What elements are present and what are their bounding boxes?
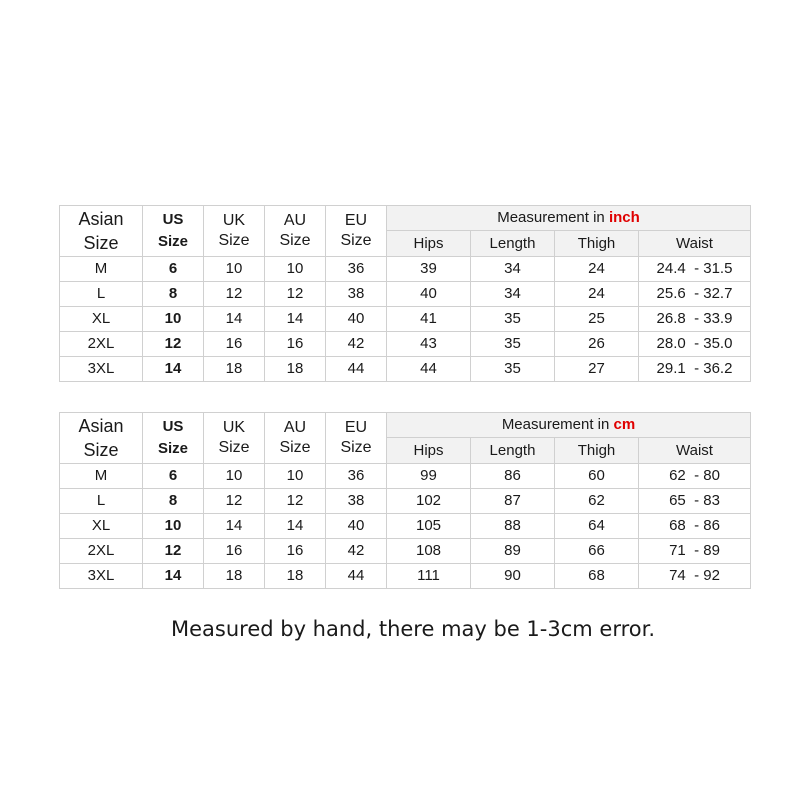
cell-hips: 40: [387, 282, 471, 307]
cell-uk-size: 18: [204, 357, 265, 382]
cell-uk-size: 10: [204, 464, 265, 489]
table-row: [60, 489, 751, 514]
cell-waist: 71 - 89: [639, 539, 751, 564]
cell-asian-size: 3XL: [60, 357, 143, 382]
cell-eu-size: 44: [326, 357, 387, 382]
cell-asian-size: XL: [60, 514, 143, 539]
unit-label: cm: [613, 416, 636, 433]
cell-thigh: 25: [555, 307, 639, 332]
cell-asian-size: L: [60, 489, 143, 514]
cell-eu-size: 40: [326, 514, 387, 539]
cell-eu-size: 44: [326, 564, 387, 589]
cell-us-size: 12: [143, 332, 204, 357]
cell-au-size: 14: [265, 307, 326, 332]
cell-length: 35: [471, 332, 555, 357]
cell-asian-size: M: [60, 257, 143, 282]
cell-thigh: 62: [555, 489, 639, 514]
cell-asian-size: 2XL: [60, 332, 143, 357]
cell-waist: 28.0 - 35.0: [639, 332, 751, 357]
table-row: [60, 464, 751, 489]
cell-hips: 41: [387, 307, 471, 332]
cell-au-size: 18: [265, 564, 326, 589]
cell-uk-size: 12: [204, 282, 265, 307]
cell-length: 35: [471, 307, 555, 332]
cell-length: 88: [471, 514, 555, 539]
column-length: Length: [471, 231, 555, 257]
cell-length: 34: [471, 282, 555, 307]
cell-length: 34: [471, 257, 555, 282]
cell-hips: 99: [387, 464, 471, 489]
header-au-size: AU Size: [265, 206, 326, 257]
header-uk-size: UK Size: [204, 206, 265, 257]
column-thigh: Thigh: [555, 231, 639, 257]
cell-hips: 43: [387, 332, 471, 357]
cell-us-size: 6: [143, 257, 204, 282]
cell-eu-size: 36: [326, 257, 387, 282]
table-row: [60, 539, 751, 564]
cell-asian-size: L: [60, 282, 143, 307]
cell-hips: 39: [387, 257, 471, 282]
cell-eu-size: 42: [326, 332, 387, 357]
cell-length: 86: [471, 464, 555, 489]
cell-au-size: 18: [265, 357, 326, 382]
header-us-size: US Size: [143, 413, 204, 464]
table-row: [60, 282, 751, 307]
cell-eu-size: 40: [326, 307, 387, 332]
cell-thigh: 27: [555, 357, 639, 382]
cell-waist: 29.1 - 36.2: [639, 357, 751, 382]
cell-uk-size: 14: [204, 514, 265, 539]
table-row: [60, 514, 751, 539]
table-row: [60, 257, 751, 282]
cell-uk-size: 16: [204, 332, 265, 357]
header-eu-size: EU Size: [326, 413, 387, 464]
cell-length: 87: [471, 489, 555, 514]
header-uk-size: UK Size: [204, 413, 265, 464]
column-length: Length: [471, 438, 555, 464]
header-asian-size: Asian Size: [60, 206, 143, 257]
cell-uk-size: 18: [204, 564, 265, 589]
cell-waist: 24.4 - 31.5: [639, 257, 751, 282]
cell-uk-size: 10: [204, 257, 265, 282]
cell-us-size: 12: [143, 539, 204, 564]
cell-uk-size: 14: [204, 307, 265, 332]
cell-waist: 68 - 86: [639, 514, 751, 539]
cell-eu-size: 38: [326, 489, 387, 514]
unit-label: inch: [608, 209, 640, 226]
measurement-header: Measurement in inch: [387, 206, 751, 231]
cell-au-size: 12: [265, 282, 326, 307]
cell-thigh: 24: [555, 282, 639, 307]
cell-length: 90: [471, 564, 555, 589]
cell-asian-size: 2XL: [60, 539, 143, 564]
cell-au-size: 10: [265, 257, 326, 282]
cell-waist: 62 - 80: [639, 464, 751, 489]
cell-waist: 65 - 83: [639, 489, 751, 514]
cell-hips: 111: [387, 564, 471, 589]
cell-asian-size: XL: [60, 307, 143, 332]
cell-us-size: 14: [143, 357, 204, 382]
header-au-size: AU Size: [265, 413, 326, 464]
cell-hips: 105: [387, 514, 471, 539]
cell-au-size: 10: [265, 464, 326, 489]
cell-eu-size: 42: [326, 539, 387, 564]
cell-eu-size: 36: [326, 464, 387, 489]
cell-asian-size: M: [60, 464, 143, 489]
header-us-size: US Size: [143, 206, 204, 257]
cell-waist: 26.8 - 33.9: [639, 307, 751, 332]
cell-length: 35: [471, 357, 555, 382]
column-waist: Waist: [639, 231, 751, 257]
header-eu-size: EU Size: [326, 206, 387, 257]
cell-thigh: 60: [555, 464, 639, 489]
cell-us-size: 10: [143, 514, 204, 539]
cell-thigh: 26: [555, 332, 639, 357]
measurement-header: Measurement in cm: [387, 413, 751, 438]
size-table-cm: [59, 412, 751, 589]
cell-asian-size: 3XL: [60, 564, 143, 589]
cell-hips: 44: [387, 357, 471, 382]
cell-thigh: 68: [555, 564, 639, 589]
table-row: [60, 357, 751, 382]
cell-thigh: 24: [555, 257, 639, 282]
cell-us-size: 8: [143, 489, 204, 514]
cell-us-size: 6: [143, 464, 204, 489]
cell-length: 89: [471, 539, 555, 564]
cell-waist: 74 - 92: [639, 564, 751, 589]
cell-au-size: 16: [265, 539, 326, 564]
size-table-inch: [59, 205, 751, 382]
cell-hips: 102: [387, 489, 471, 514]
column-thigh: Thigh: [555, 438, 639, 464]
column-hips: Hips: [387, 438, 471, 464]
column-waist: Waist: [639, 438, 751, 464]
cell-au-size: 14: [265, 514, 326, 539]
cell-thigh: 64: [555, 514, 639, 539]
header-asian-size: Asian Size: [60, 413, 143, 464]
cell-au-size: 12: [265, 489, 326, 514]
cell-uk-size: 12: [204, 489, 265, 514]
cell-au-size: 16: [265, 332, 326, 357]
cell-us-size: 8: [143, 282, 204, 307]
cell-thigh: 66: [555, 539, 639, 564]
cell-uk-size: 16: [204, 539, 265, 564]
measurement-note: Measured by hand, there may be 1-3cm error.: [170, 617, 655, 641]
table-row: [60, 564, 751, 589]
table-row: [60, 307, 751, 332]
cell-us-size: 14: [143, 564, 204, 589]
cell-eu-size: 38: [326, 282, 387, 307]
cell-hips: 108: [387, 539, 471, 564]
column-hips: Hips: [387, 231, 471, 257]
cell-us-size: 10: [143, 307, 204, 332]
cell-waist: 25.6 - 32.7: [639, 282, 751, 307]
table-row: [60, 332, 751, 357]
